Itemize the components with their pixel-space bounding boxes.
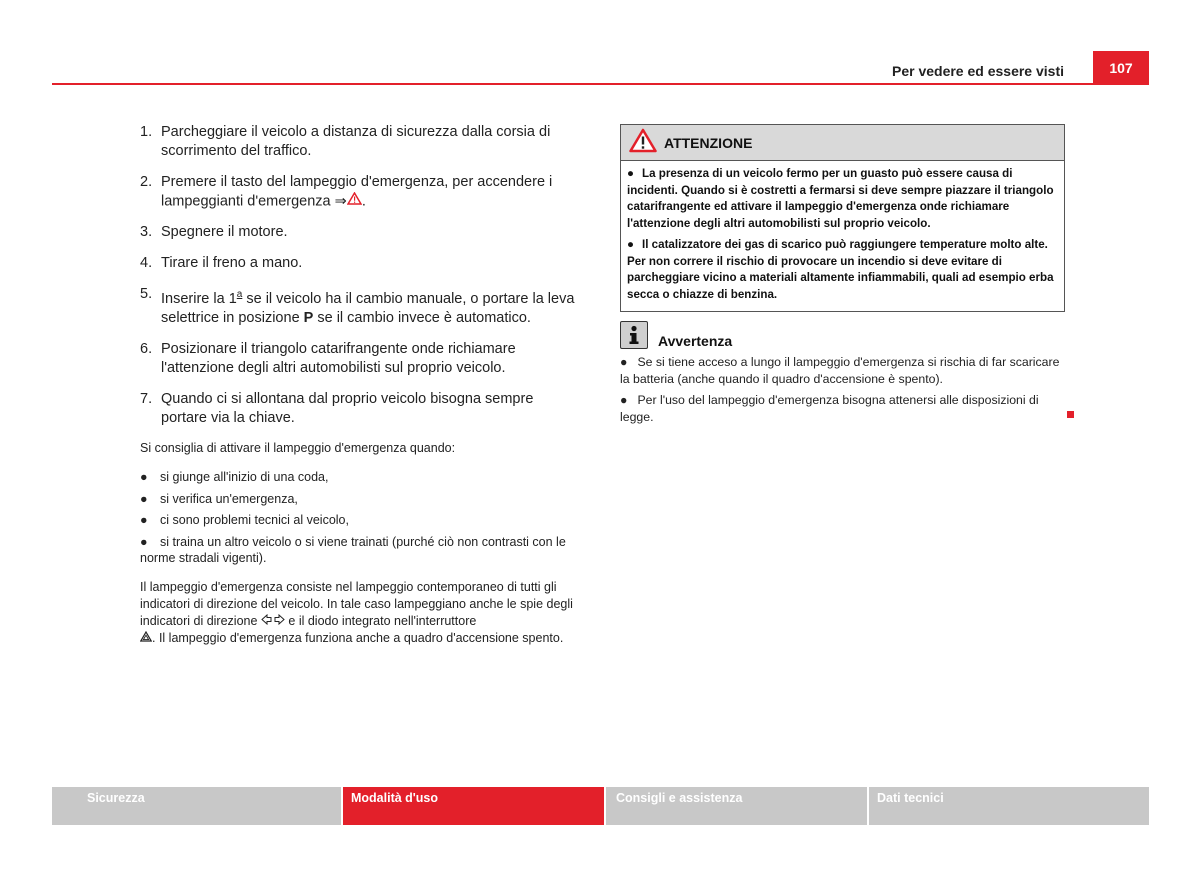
tab-consigli-e-assistenza[interactable]: Consigli e assistenza — [606, 787, 867, 825]
gear-position-p: P — [303, 310, 314, 327]
step-item — [140, 173, 578, 211]
step-item — [140, 340, 578, 378]
hazard-triangle-icon — [140, 630, 152, 647]
description-paragraph: Il lampeggio d'emergenza consiste nel lampeggio contemporaneo di tutti gli indicatori di direzione del veicolo. In tale caso lampeggiano anche le spie degli indicatori di direzione e il diodo integrato nell'interruttore . Il lampeggio d'emergenza funziona anche a quadro d'accensione spento. — [140, 579, 578, 647]
step-text: Posizionare il triangolo catarifrangente onde richiamare l'attenzione degli altri automobilisti sul proprio veicolo. — [161, 341, 516, 377]
step-number: 6. — [140, 341, 153, 358]
warning-body — [621, 161, 1064, 311]
footer-tabs — [52, 787, 1149, 825]
step-text: se il cambio invece è automatico. — [313, 310, 531, 327]
intro-text: Si consiglia di attivare il lampeggio d'emergenza quando: — [140, 441, 456, 456]
step-text-container: Premere il tasto del lampeggio d'emergenza, per accendere i lampeggianti d'emergenza ⇒ . — [161, 174, 553, 210]
step-item — [140, 223, 578, 242]
list-item: ● si traina un altro veicolo o si viene trainati (purché ciò non contrasti con le norme stradali vigenti). — [140, 534, 566, 566]
conditions-list — [140, 469, 578, 567]
page-number: 107 — [1093, 51, 1149, 85]
step-number: 1. — [140, 124, 153, 140]
step-text: Inserire la 1 — [161, 291, 237, 308]
left-column — [140, 123, 578, 647]
list-item: ● si giunge all'inizio di una coda, — [140, 470, 329, 485]
step-text: Tirare il freno a mano. — [161, 255, 303, 272]
tab-dati-tecnici[interactable]: Dati tecnici — [869, 787, 1149, 825]
note-header — [620, 321, 1065, 349]
step-text-container — [161, 285, 578, 328]
info-icon — [620, 321, 648, 349]
note-title: Avvertenza — [658, 333, 733, 349]
note-item: ● Se si tiene acceso a lungo il lampeggio d'emergenza si rischia di far scaricare la batteria (anche quando il quadro d'accensione è spento). — [620, 355, 1060, 386]
step-text: se il veicolo ha il cambio manuale, o portare la leva selettrice in posizione — [161, 291, 575, 327]
tab-modalita-d-uso[interactable]: Modalità d'uso — [343, 787, 604, 825]
turn-signal-arrows-icon — [261, 613, 285, 630]
step-item — [140, 123, 578, 161]
step-text: Premere il tasto del lampeggio d'emergenza, per accendere i lampeggianti d'emergenza ⇒ — [161, 174, 553, 210]
note-item: ● Per l'uso del lampeggio d'emergenza bisogna attenersi alle disposizioni di legge. — [620, 393, 1039, 424]
step-text: Spegnere il motore. — [161, 224, 288, 241]
step-item — [140, 285, 578, 328]
list-item: ● ci sono problemi tecnici al veicolo, — [140, 513, 349, 528]
step-number: 3. — [140, 224, 153, 241]
warning-item: ● La presenza di un veicolo fermo per un guasto può essere causa di incidenti. Quando si è costretti a fermarsi si deve sempre piazzare il triangolo catarifrangente ed attivare il lampeggio d'emergenza onde richiamare l'attenzione degli altri automobilisti sul proprio veicolo. — [627, 167, 1054, 230]
warning-triangle-icon — [347, 192, 362, 211]
step-number: 2. — [140, 174, 153, 190]
step-number: 7. — [140, 391, 153, 408]
step-item — [140, 254, 578, 273]
warning-header — [621, 125, 1064, 161]
warning-box — [620, 124, 1065, 312]
page-header-title: Per vedere ed essere visti — [891, 63, 1064, 79]
note-section — [620, 321, 1065, 425]
warning-item: ● Il catalizzatore dei gas di scarico può raggiungere temperature molto alte. Per non correre il rischio di provocare un incendio si deve evitare di parcheggiare vicino a materiali altamente infiammabili, quali ad esempio erba secca o chiazze di benzina. — [627, 238, 1054, 301]
step-item — [140, 390, 578, 428]
step-text: Quando ci si allontana dal proprio veicolo bisogna sempre portare via la chiave. — [161, 391, 534, 427]
section-end-marker — [1067, 411, 1074, 418]
warning-triangle-icon — [629, 128, 657, 158]
tab-sicurezza[interactable]: Sicurezza — [52, 787, 341, 825]
header-rule — [52, 83, 1149, 85]
warning-title: ATTENZIONE — [664, 134, 753, 151]
step-number: 4. — [140, 255, 153, 272]
step-superscript: a — [236, 289, 243, 301]
step-number: 5. — [140, 286, 153, 303]
list-item: ● si verifica un'emergenza, — [140, 491, 298, 506]
steps-list — [140, 123, 578, 428]
step-text: Parcheggiare il veicolo a distanza di sicurezza dalla corsia di scorrimento del traffico. — [161, 124, 551, 159]
